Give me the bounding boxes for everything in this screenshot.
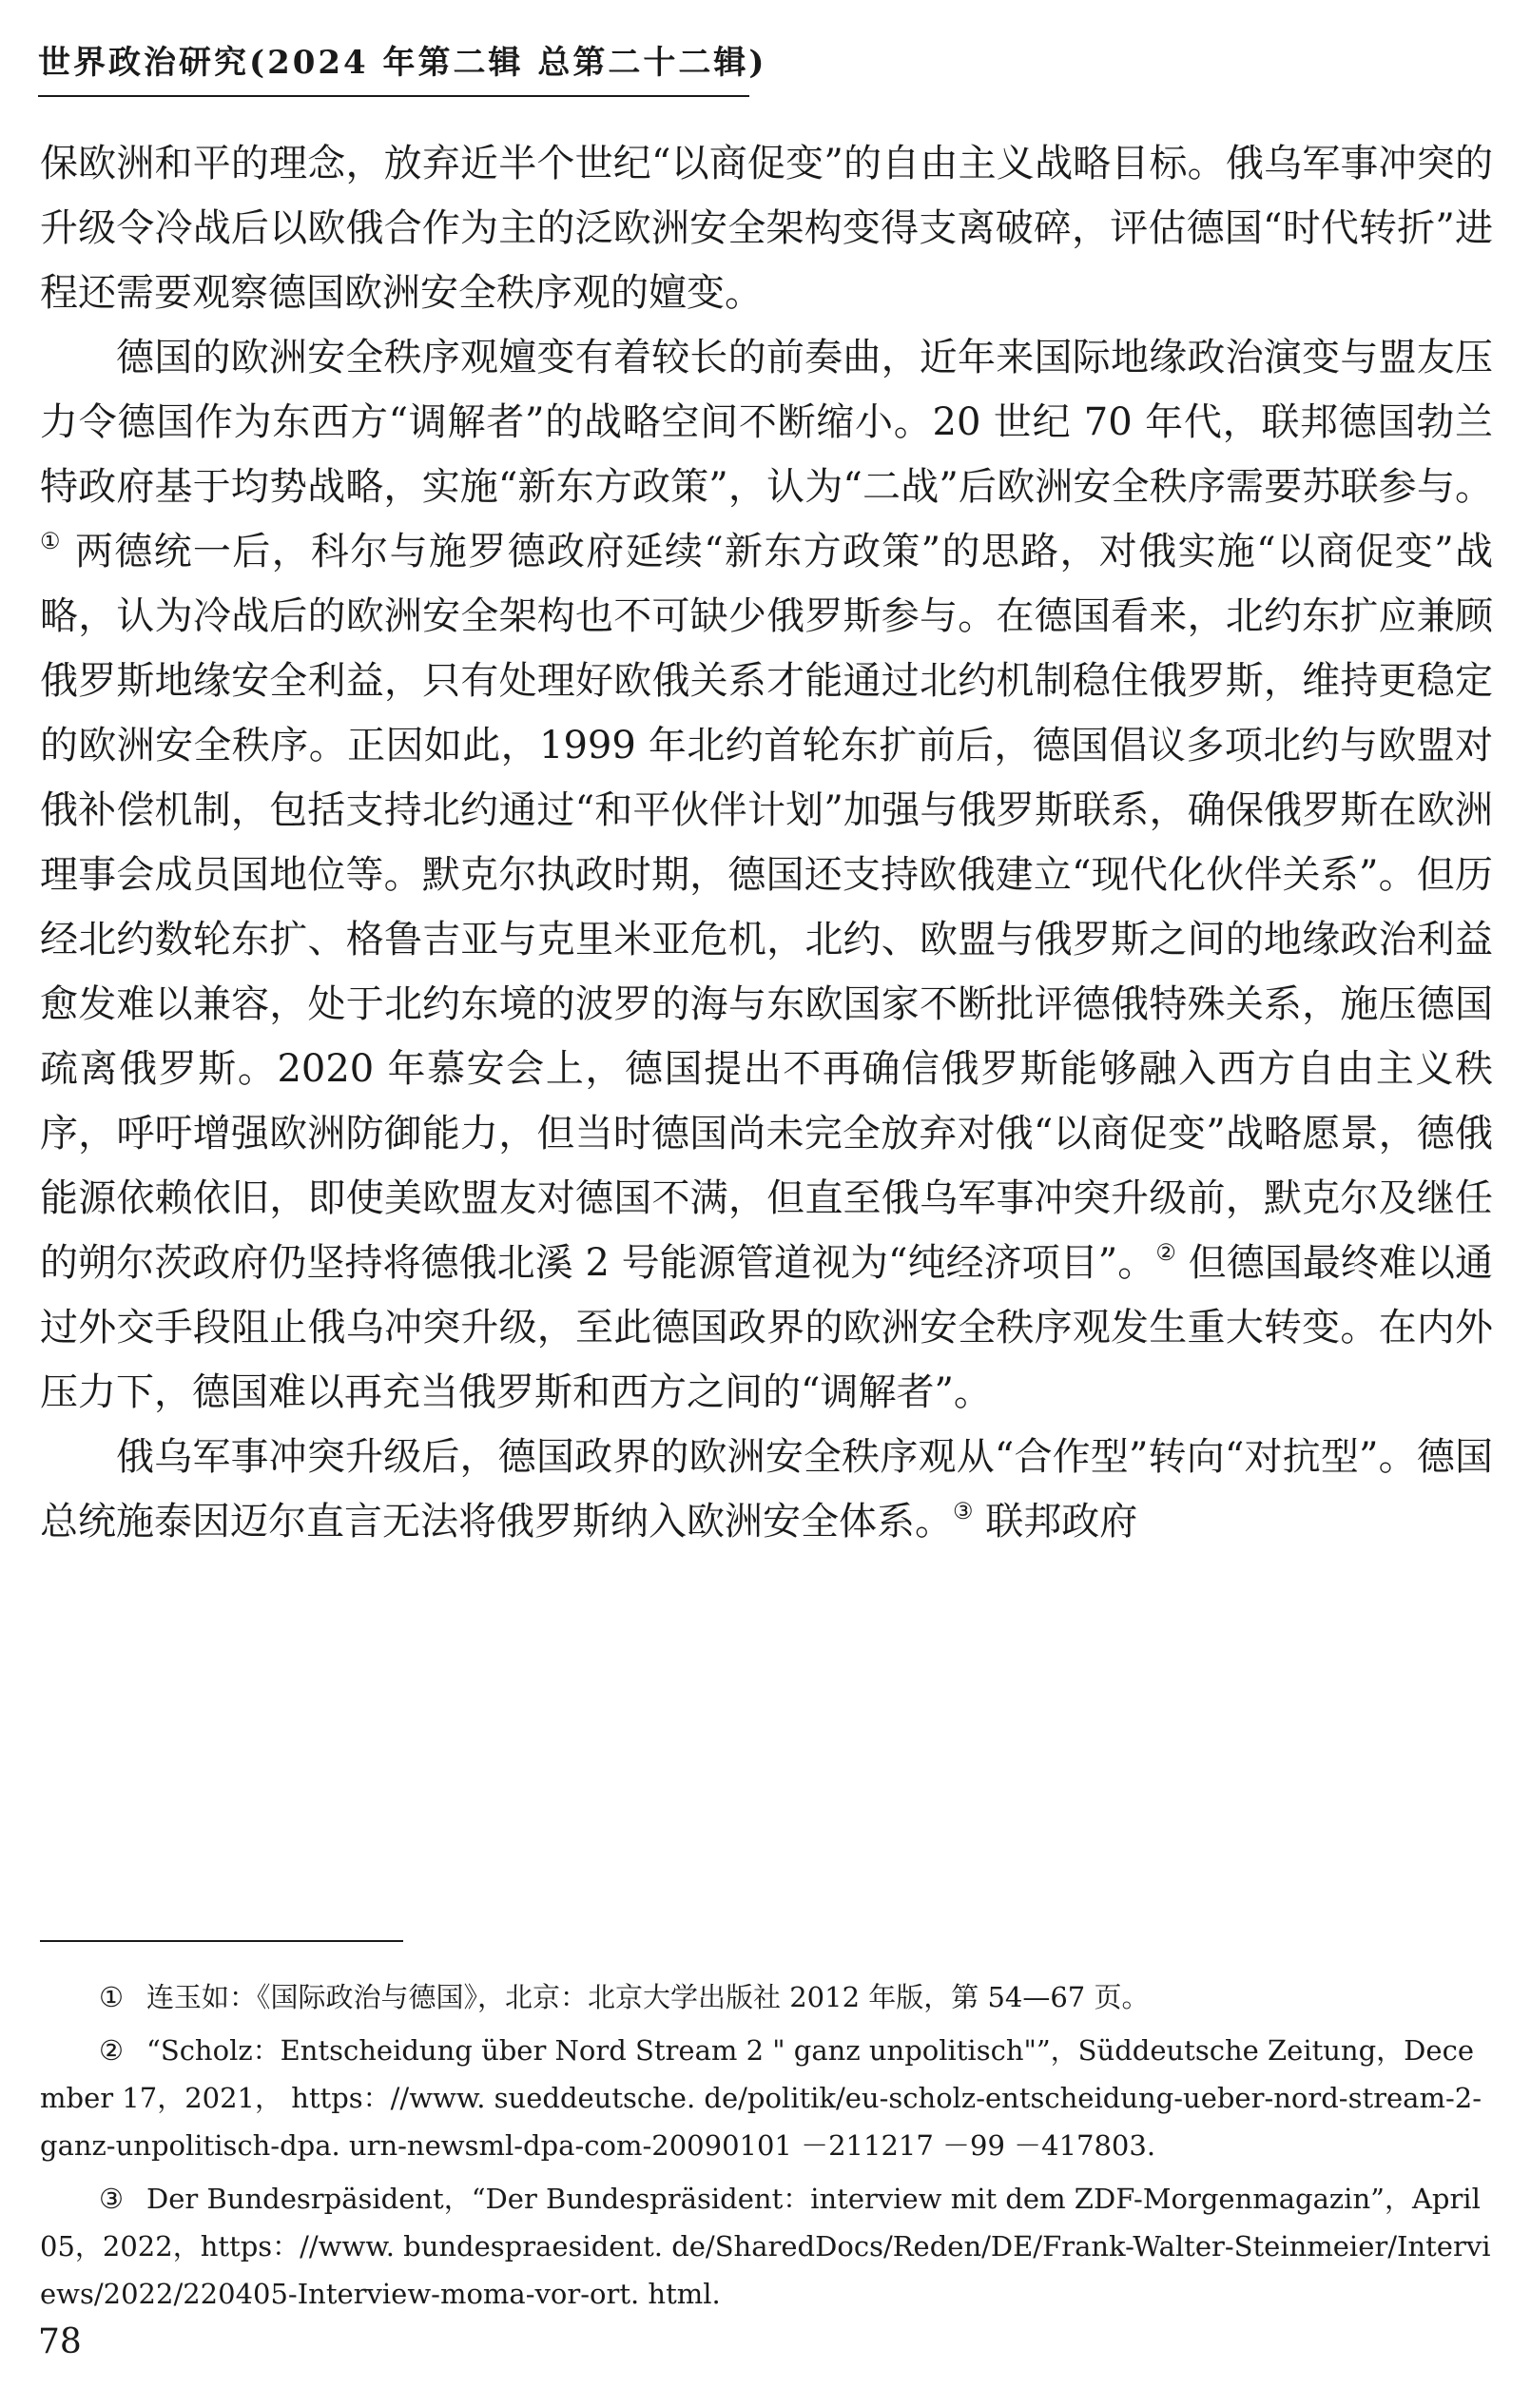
footnote-ref-1[interactable]: ① — [40, 528, 62, 554]
header-rule — [38, 95, 749, 97]
footnotes — [40, 1973, 1493, 2323]
page-number: 78 — [38, 2322, 82, 2361]
footnote-text: “Scholz：Entscheidung über Nord Stream 2 " ganz unpolitisch"”，Süddeutsche Zeitung，December 17，2021， https：//www. sueddeutsche. de/politik/eu-scholz-entscheidung-ueber-nord-stream-2-ganz-unpolitisch-dpa. urn-newsml-dpa-com-20090101 －211217 －99 －417803. — [40, 2034, 1483, 2162]
footnote-1 — [40, 1973, 1493, 2021]
footnote-mark: ③ — [99, 2183, 124, 2215]
paragraph-text: 俄乌军事冲突升级后，德国政界的欧洲安全秩序观从“合作型”转向“对抗型”。德国总统施泰因迈尔直言无法将俄罗斯纳入欧洲安全体系。 — [40, 1435, 1493, 1544]
paragraph-text: 德国的欧洲安全秩序观嬗变有着较长的前奏曲，近年来国际地缘政治演变与盟友压力令德国作为东西方“调解者”的战略空间不断缩小。20 世纪 70 年代，联邦德国勃兰特政府基于均势战略，实施“新东方政策”，认为“二战”后欧洲安全秩序需要苏联参与。 — [40, 336, 1493, 509]
paragraph-text: 但德国最终难以通过外交手段阻止俄乌冲突升级，至此德国政界的欧洲安全秩序观发生重大转变。在内外压力下，德国难以再充当俄罗斯和西方之间的“调解者”。 — [40, 1241, 1494, 1414]
paragraph-text: 联邦政府 — [973, 1500, 1138, 1544]
footnote-mark: ① — [99, 1981, 124, 2013]
footnote-3 — [40, 2175, 1493, 2318]
paragraph — [40, 325, 1493, 1425]
footnote-2 — [40, 2027, 1493, 2169]
footnote-ref-3[interactable]: ③ — [953, 1498, 974, 1524]
running-header: 世界政治研究(2024 年第二辑 总第二十二辑) — [38, 44, 767, 82]
footnote-mark: ② — [99, 2034, 124, 2067]
paragraph-text: 保欧洲和平的理念，放弃近半个世纪“以商促变”的自由主义战略目标。俄乌军事冲突的升级令冷战后以欧俄合作为主的泛欧洲安全架构变得支离破碎，评估德国“时代转折”进程还需要观察德国欧洲安全秩序观的嬗变。 — [40, 142, 1493, 315]
footnote-text: 连玉如：《国际政治与德国》，北京：北京大学出版社 2012 年版，第 54—67 页。 — [146, 1981, 1150, 2013]
footnote-ref-2[interactable]: ② — [1155, 1239, 1176, 1266]
body-text — [40, 131, 1493, 1554]
footnote-rule — [40, 1940, 403, 1942]
paragraph-text: 两德统一后，科尔与施罗德政府延续“新东方政策”的思路，对俄实施“以商促变”战略，认为冷战后的欧洲安全架构也不可缺少俄罗斯参与。在德国看来，北约东扩应兼顾俄罗斯地缘安全利益，只有处理好欧俄关系才能通过北约机制稳住俄罗斯，维持更稳定的欧洲安全秩序。正因如此，1999 年北约首轮东扩前后，德国倡议多项北约与欧盟对俄补偿机制，包括支持北约通过“和平伙伴计划”加强与俄罗斯联系，确保俄罗斯在欧洲理事会成员国地位等。默克尔执政时期，德国还支持欧俄建立“现代化伙伴关系”。但历经北约数轮东扩、格鲁吉亚与克里米亚危机，北约、欧盟与俄罗斯之间的地缘政治利益愈发难以兼容，处于北约东境的波罗的海与东欧国家不断批评德俄特殊关系，施压德国疏离俄罗斯。2020 年慕安会上，德国提出不再确信俄罗斯能够融入西方自由主义秩序，呼吁增强欧洲防御能力，但当时德国尚未完全放弃对俄“以商促变”战略愿景，德俄能源依赖依旧，即使美欧盟友对德国不满，但直至俄乌军事冲突升级前，默克尔及继任的朔尔茨政府仍坚持将德俄北溪 2 号能源管道视为“纯经济项目”。 — [40, 530, 1494, 1285]
paragraph — [40, 1425, 1493, 1554]
paragraph-continued — [40, 131, 1493, 325]
footnote-text: Der Bundesrpäsident，“Der Bundespräsident：interview mit dem ZDF-Morgenmagazin”，April 05，2022，https：//www. bundespraesident. de/SharedDocs/Reden/DE/Frank-Walter-Steinmeier/Interviews/2022/220405-Interview-moma-vor-ort. html. — [40, 2183, 1491, 2310]
